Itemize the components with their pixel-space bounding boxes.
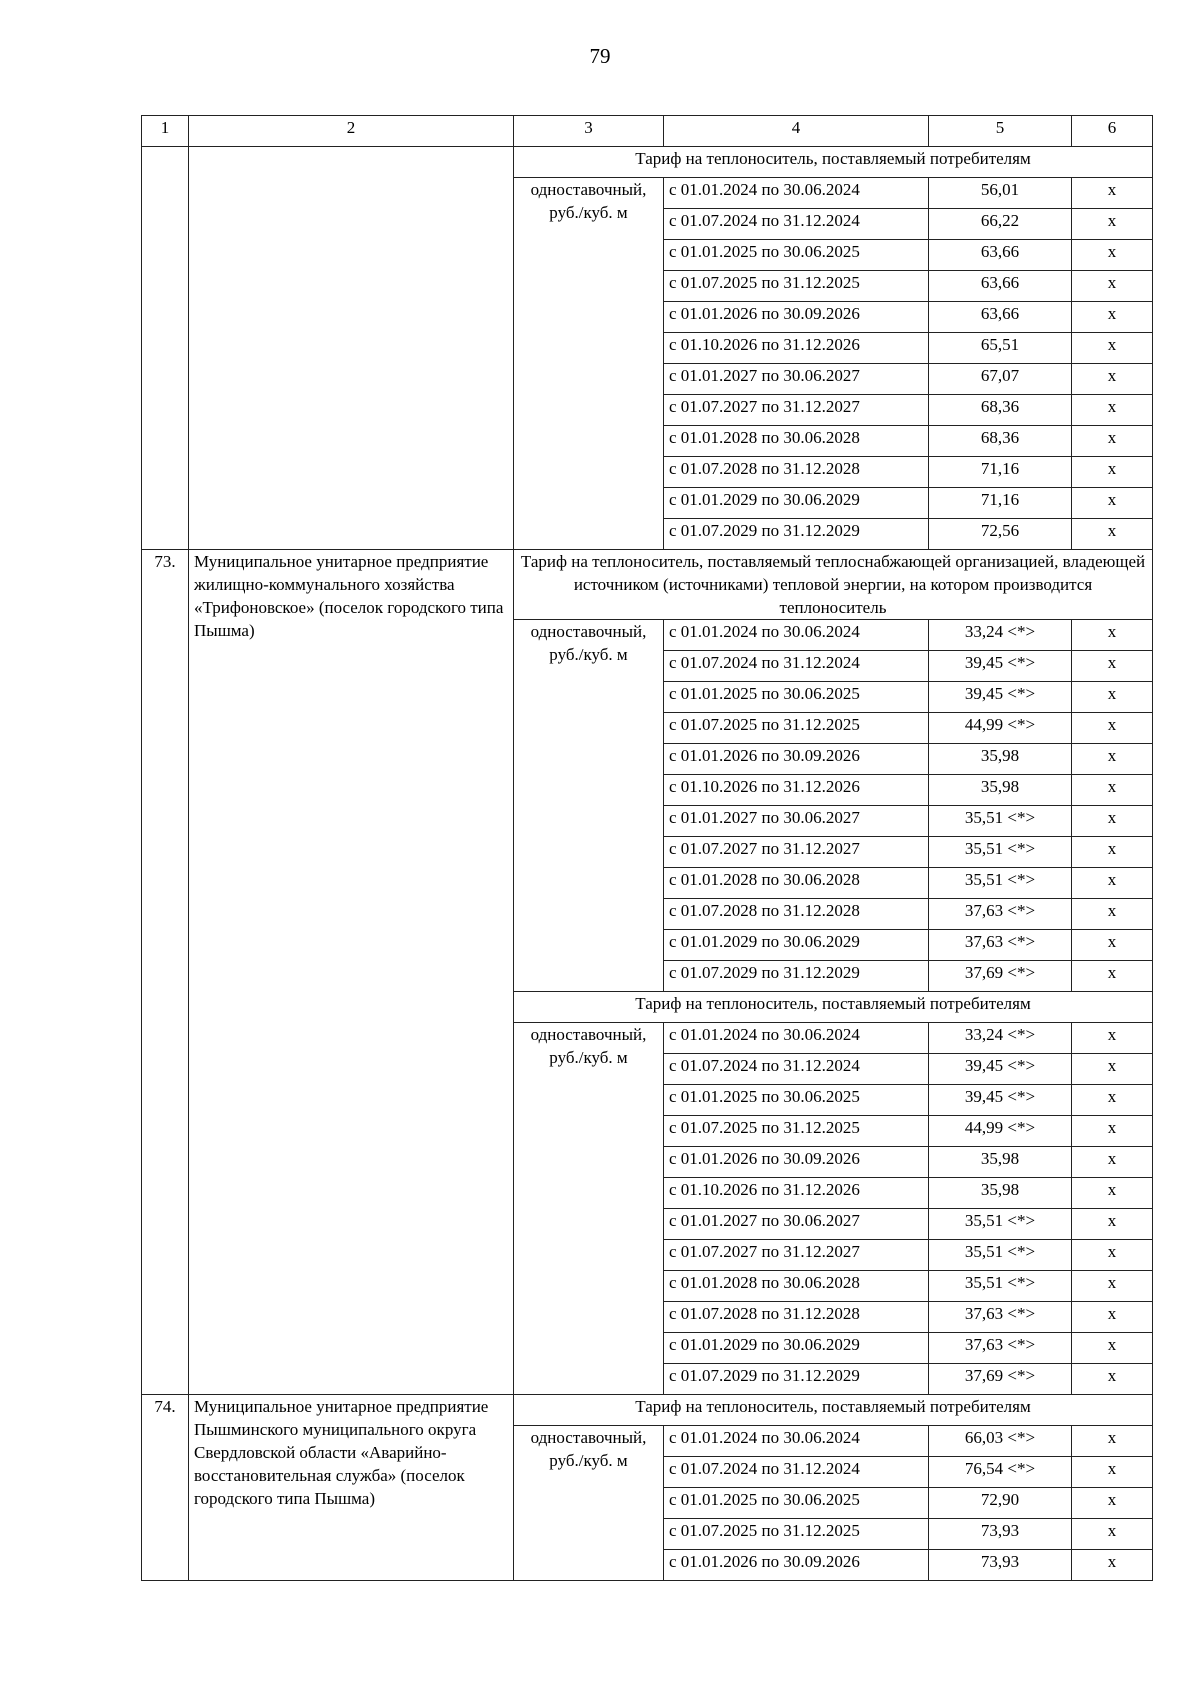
tariff-value-cell: 37,63 <*>	[929, 1302, 1072, 1333]
period-cell: с 01.07.2024 по 31.12.2024	[664, 209, 929, 240]
tariff-value-cell: 35,98	[929, 1147, 1072, 1178]
column-header: 1	[142, 116, 189, 147]
tariff-value-cell: 39,45 <*>	[929, 651, 1072, 682]
period-cell: с 01.01.2028 по 30.06.2028	[664, 868, 929, 899]
period-cell: с 01.07.2029 по 31.12.2029	[664, 961, 929, 992]
tariff-value-cell: 35,51 <*>	[929, 1240, 1072, 1271]
period-cell: с 01.07.2027 по 31.12.2027	[664, 1240, 929, 1271]
page-number: 79	[589, 44, 611, 68]
period-cell: с 01.07.2027 по 31.12.2027	[664, 395, 929, 426]
period-cell: с 01.01.2027 по 30.06.2027	[664, 364, 929, 395]
x-mark-cell: х	[1072, 651, 1153, 682]
tariff-heading-row	[142, 1395, 1153, 1426]
x-mark-cell: х	[1072, 1023, 1153, 1054]
tariff-value-cell: 72,90	[929, 1488, 1072, 1519]
organization-cell	[189, 147, 514, 550]
entry-number-cell	[142, 147, 189, 550]
period-cell: с 01.01.2028 по 30.06.2028	[664, 426, 929, 457]
period-cell: с 01.07.2028 по 31.12.2028	[664, 457, 929, 488]
tariff-value-cell: 35,98	[929, 1178, 1072, 1209]
tariff-value-cell: 33,24 <*>	[929, 1023, 1072, 1054]
x-mark-cell: х	[1072, 899, 1153, 930]
tariff-value-cell: 63,66	[929, 240, 1072, 271]
period-cell: с 01.07.2028 по 31.12.2028	[664, 899, 929, 930]
period-cell: с 01.10.2026 по 31.12.2026	[664, 1178, 929, 1209]
period-cell: с 01.01.2025 по 30.06.2025	[664, 240, 929, 271]
period-cell: с 01.07.2024 по 31.12.2024	[664, 1457, 929, 1488]
column-header: 5	[929, 116, 1072, 147]
tariff-value-cell: 67,07	[929, 364, 1072, 395]
organization-name: Муниципальное унитарное предприятие жилищно-коммунального хозяйства «Трифоновское» (поселок городского типа Пышма)	[189, 550, 514, 1395]
x-mark-cell: х	[1072, 775, 1153, 806]
x-mark-cell: х	[1072, 395, 1153, 426]
x-mark-cell: х	[1072, 302, 1153, 333]
column-header-row	[142, 116, 1153, 147]
tariff-value-cell: 63,66	[929, 302, 1072, 333]
tariff-value-cell: 35,51 <*>	[929, 806, 1072, 837]
tariff-value-cell: 39,45 <*>	[929, 1085, 1072, 1116]
x-mark-cell: х	[1072, 364, 1153, 395]
period-cell: с 01.07.2024 по 31.12.2024	[664, 651, 929, 682]
period-cell: с 01.01.2025 по 30.06.2025	[664, 1085, 929, 1116]
tariff-value-cell: 63,66	[929, 271, 1072, 302]
tariff-value-cell: 71,16	[929, 488, 1072, 519]
period-cell: с 01.01.2024 по 30.06.2024	[664, 620, 929, 651]
unit-cell: одноставочный, руб./куб. м	[514, 1426, 664, 1581]
tariff-heading: Тариф на теплоноситель, поставляемый потребителям	[514, 992, 1153, 1023]
x-mark-cell: х	[1072, 837, 1153, 868]
tariff-heading: Тариф на теплоноситель, поставляемый теплоснабжающей организацией, владеющей источником (источниками) тепловой энергии, на котором производится теплоноситель	[514, 550, 1153, 620]
tariff-value-cell: 37,63 <*>	[929, 930, 1072, 961]
period-cell: с 01.01.2025 по 30.06.2025	[664, 1488, 929, 1519]
tariff-value-cell: 39,45 <*>	[929, 682, 1072, 713]
tariff-value-cell: 76,54 <*>	[929, 1457, 1072, 1488]
x-mark-cell: х	[1072, 240, 1153, 271]
x-mark-cell: х	[1072, 1426, 1153, 1457]
organization-name: Муниципальное унитарное предприятие Пышминского муниципального округа Свердловской области «Аварийно-восстановительная служба» (поселок городского типа Пышма)	[189, 1395, 514, 1581]
tariff-value-cell: 65,51	[929, 333, 1072, 364]
period-cell: с 01.07.2025 по 31.12.2025	[664, 1116, 929, 1147]
period-cell: с 01.01.2029 по 30.06.2029	[664, 488, 929, 519]
tariff-value-cell: 44,99 <*>	[929, 1116, 1072, 1147]
unit-cell: одноставочный, руб./куб. м	[514, 1023, 664, 1395]
tariff-value-cell: 35,51 <*>	[929, 1271, 1072, 1302]
period-cell: с 01.07.2027 по 31.12.2027	[664, 837, 929, 868]
x-mark-cell: х	[1072, 178, 1153, 209]
column-header: 2	[189, 116, 514, 147]
x-mark-cell: х	[1072, 682, 1153, 713]
period-cell: с 01.01.2027 по 30.06.2027	[664, 806, 929, 837]
x-mark-cell: х	[1072, 1457, 1153, 1488]
x-mark-cell: х	[1072, 488, 1153, 519]
period-cell: с 01.07.2029 по 31.12.2029	[664, 1364, 929, 1395]
x-mark-cell: х	[1072, 1147, 1153, 1178]
tariff-value-cell: 37,69 <*>	[929, 1364, 1072, 1395]
tariff-value-cell: 68,36	[929, 426, 1072, 457]
x-mark-cell: х	[1072, 426, 1153, 457]
period-cell: с 01.10.2026 по 31.12.2026	[664, 333, 929, 364]
period-cell: с 01.01.2026 по 30.09.2026	[664, 1147, 929, 1178]
column-header: 3	[514, 116, 664, 147]
x-mark-cell: х	[1072, 1054, 1153, 1085]
x-mark-cell: х	[1072, 1178, 1153, 1209]
x-mark-cell: х	[1072, 1519, 1153, 1550]
entry-number: 73.	[142, 550, 189, 1395]
tariff-value-cell: 73,93	[929, 1519, 1072, 1550]
tariff-value-cell: 39,45 <*>	[929, 1054, 1072, 1085]
tariff-heading: Тариф на теплоноситель, поставляемый потребителям	[514, 147, 1153, 178]
period-cell: с 01.01.2024 по 30.06.2024	[664, 178, 929, 209]
tariff-value-cell: 66,22	[929, 209, 1072, 240]
x-mark-cell: х	[1072, 1085, 1153, 1116]
tariff-value-cell: 37,69 <*>	[929, 961, 1072, 992]
x-mark-cell: х	[1072, 1488, 1153, 1519]
x-mark-cell: х	[1072, 519, 1153, 550]
tariff-value-cell: 37,63 <*>	[929, 1333, 1072, 1364]
x-mark-cell: х	[1072, 209, 1153, 240]
period-cell: с 01.01.2026 по 30.09.2026	[664, 1550, 929, 1581]
tariff-value-cell: 35,51 <*>	[929, 1209, 1072, 1240]
x-mark-cell: х	[1072, 1116, 1153, 1147]
tariff-value-cell: 68,36	[929, 395, 1072, 426]
column-header: 6	[1072, 116, 1153, 147]
unit-cell: одноставочный, руб./куб. м	[514, 620, 664, 992]
x-mark-cell: х	[1072, 1209, 1153, 1240]
period-cell: с 01.07.2029 по 31.12.2029	[664, 519, 929, 550]
tariff-value-cell: 73,93	[929, 1550, 1072, 1581]
x-mark-cell: х	[1072, 868, 1153, 899]
x-mark-cell: х	[1072, 333, 1153, 364]
unit-cell: одноставочный, руб./куб. м	[514, 178, 664, 550]
tariff-value-cell: 35,98	[929, 775, 1072, 806]
period-cell: с 01.01.2026 по 30.09.2026	[664, 302, 929, 333]
tariff-heading-row	[142, 147, 1153, 178]
period-cell: с 01.10.2026 по 31.12.2026	[664, 775, 929, 806]
period-cell: с 01.01.2026 по 30.09.2026	[664, 744, 929, 775]
tariff-value-cell: 35,98	[929, 744, 1072, 775]
period-cell: с 01.01.2027 по 30.06.2027	[664, 1209, 929, 1240]
x-mark-cell: х	[1072, 713, 1153, 744]
x-mark-cell: х	[1072, 1302, 1153, 1333]
x-mark-cell: х	[1072, 744, 1153, 775]
x-mark-cell: х	[1072, 1364, 1153, 1395]
tariff-heading: Тариф на теплоноситель, поставляемый потребителям	[514, 1395, 1153, 1426]
tariff-value-cell: 44,99 <*>	[929, 713, 1072, 744]
tariff-value-cell: 33,24 <*>	[929, 620, 1072, 651]
period-cell: с 01.07.2025 по 31.12.2025	[664, 1519, 929, 1550]
period-cell: с 01.01.2029 по 30.06.2029	[664, 1333, 929, 1364]
x-mark-cell: х	[1072, 806, 1153, 837]
x-mark-cell: х	[1072, 961, 1153, 992]
tariff-table	[141, 115, 1153, 1581]
x-mark-cell: х	[1072, 1240, 1153, 1271]
tariff-heading-row	[142, 550, 1153, 620]
x-mark-cell: х	[1072, 1271, 1153, 1302]
period-cell: с 01.01.2024 по 30.06.2024	[664, 1023, 929, 1054]
tariff-table-body	[142, 116, 1153, 1581]
period-cell: с 01.01.2029 по 30.06.2029	[664, 930, 929, 961]
period-cell: с 01.01.2028 по 30.06.2028	[664, 1271, 929, 1302]
x-mark-cell: х	[1072, 930, 1153, 961]
period-cell: с 01.01.2024 по 30.06.2024	[664, 1426, 929, 1457]
x-mark-cell: х	[1072, 457, 1153, 488]
x-mark-cell: х	[1072, 1550, 1153, 1581]
x-mark-cell: х	[1072, 271, 1153, 302]
tariff-value-cell: 71,16	[929, 457, 1072, 488]
x-mark-cell: х	[1072, 1333, 1153, 1364]
tariff-value-cell: 56,01	[929, 178, 1072, 209]
period-cell: с 01.07.2028 по 31.12.2028	[664, 1302, 929, 1333]
x-mark-cell: х	[1072, 620, 1153, 651]
period-cell: с 01.07.2025 по 31.12.2025	[664, 271, 929, 302]
tariff-value-cell: 66,03 <*>	[929, 1426, 1072, 1457]
entry-number: 74.	[142, 1395, 189, 1581]
tariff-value-cell: 37,63 <*>	[929, 899, 1072, 930]
column-header: 4	[664, 116, 929, 147]
period-cell: с 01.01.2025 по 30.06.2025	[664, 682, 929, 713]
tariff-value-cell: 35,51 <*>	[929, 868, 1072, 899]
period-cell: с 01.07.2025 по 31.12.2025	[664, 713, 929, 744]
period-cell: с 01.07.2024 по 31.12.2024	[664, 1054, 929, 1085]
tariff-value-cell: 72,56	[929, 519, 1072, 550]
tariff-value-cell: 35,51 <*>	[929, 837, 1072, 868]
